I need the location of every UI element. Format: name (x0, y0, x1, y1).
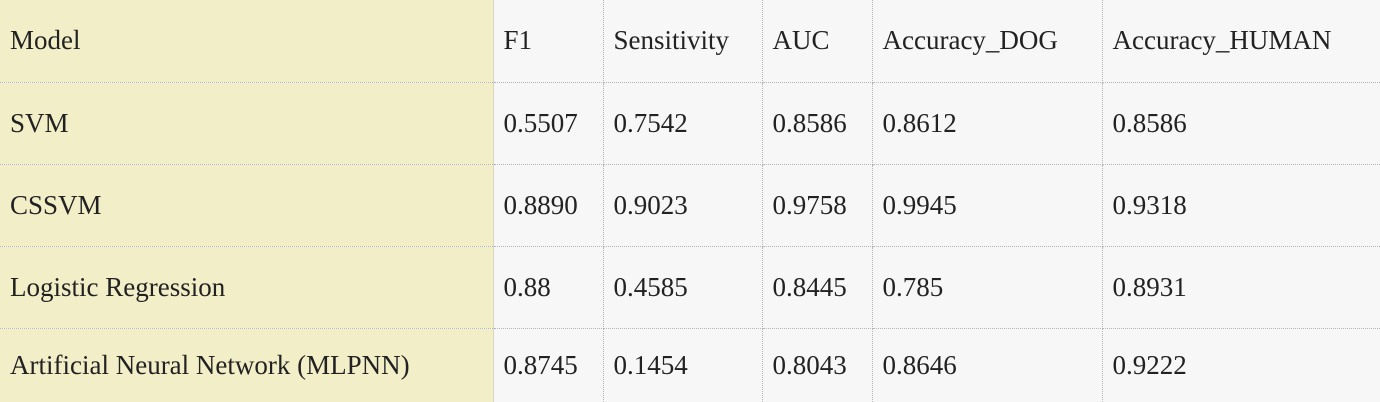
header-accuracy-human: Accuracy_HUMAN (1102, 0, 1380, 82)
sensitivity-cell: 0.1454 (603, 328, 762, 402)
model-name-cell: SVM (0, 82, 493, 164)
auc-cell: 0.8445 (762, 246, 872, 328)
f1-cell: 0.8745 (493, 328, 603, 402)
f1-cell: 0.8890 (493, 164, 603, 246)
model-name-cell: Artificial Neural Network (MLPNN) (0, 328, 493, 402)
f1-cell: 0.88 (493, 246, 603, 328)
sensitivity-cell: 0.7542 (603, 82, 762, 164)
accuracy-human-cell: 0.9318 (1102, 164, 1380, 246)
accuracy-human-cell: 0.8586 (1102, 82, 1380, 164)
accuracy-dog-cell: 0.785 (872, 246, 1102, 328)
table-row (0, 82, 1380, 164)
sensitivity-cell: 0.4585 (603, 246, 762, 328)
auc-cell: 0.8043 (762, 328, 872, 402)
model-name-cell: CSSVM (0, 164, 493, 246)
sensitivity-cell: 0.9023 (603, 164, 762, 246)
accuracy-human-cell: 0.9222 (1102, 328, 1380, 402)
model-name-cell: Logistic Regression (0, 246, 493, 328)
auc-cell: 0.9758 (762, 164, 872, 246)
table-row (0, 246, 1380, 328)
accuracy-dog-cell: 0.8612 (872, 82, 1102, 164)
header-model: Model (0, 0, 493, 82)
auc-cell: 0.8586 (762, 82, 872, 164)
header-sensitivity: Sensitivity (603, 0, 762, 82)
header-f1: F1 (493, 0, 603, 82)
header-row (0, 0, 1380, 82)
accuracy-dog-cell: 0.9945 (872, 164, 1102, 246)
table-row (0, 328, 1380, 402)
header-auc: AUC (762, 0, 872, 82)
f1-cell: 0.5507 (493, 82, 603, 164)
accuracy-dog-cell: 0.8646 (872, 328, 1102, 402)
accuracy-human-cell: 0.8931 (1102, 246, 1380, 328)
header-accuracy-dog: Accuracy_DOG (872, 0, 1102, 82)
table-row (0, 164, 1380, 246)
